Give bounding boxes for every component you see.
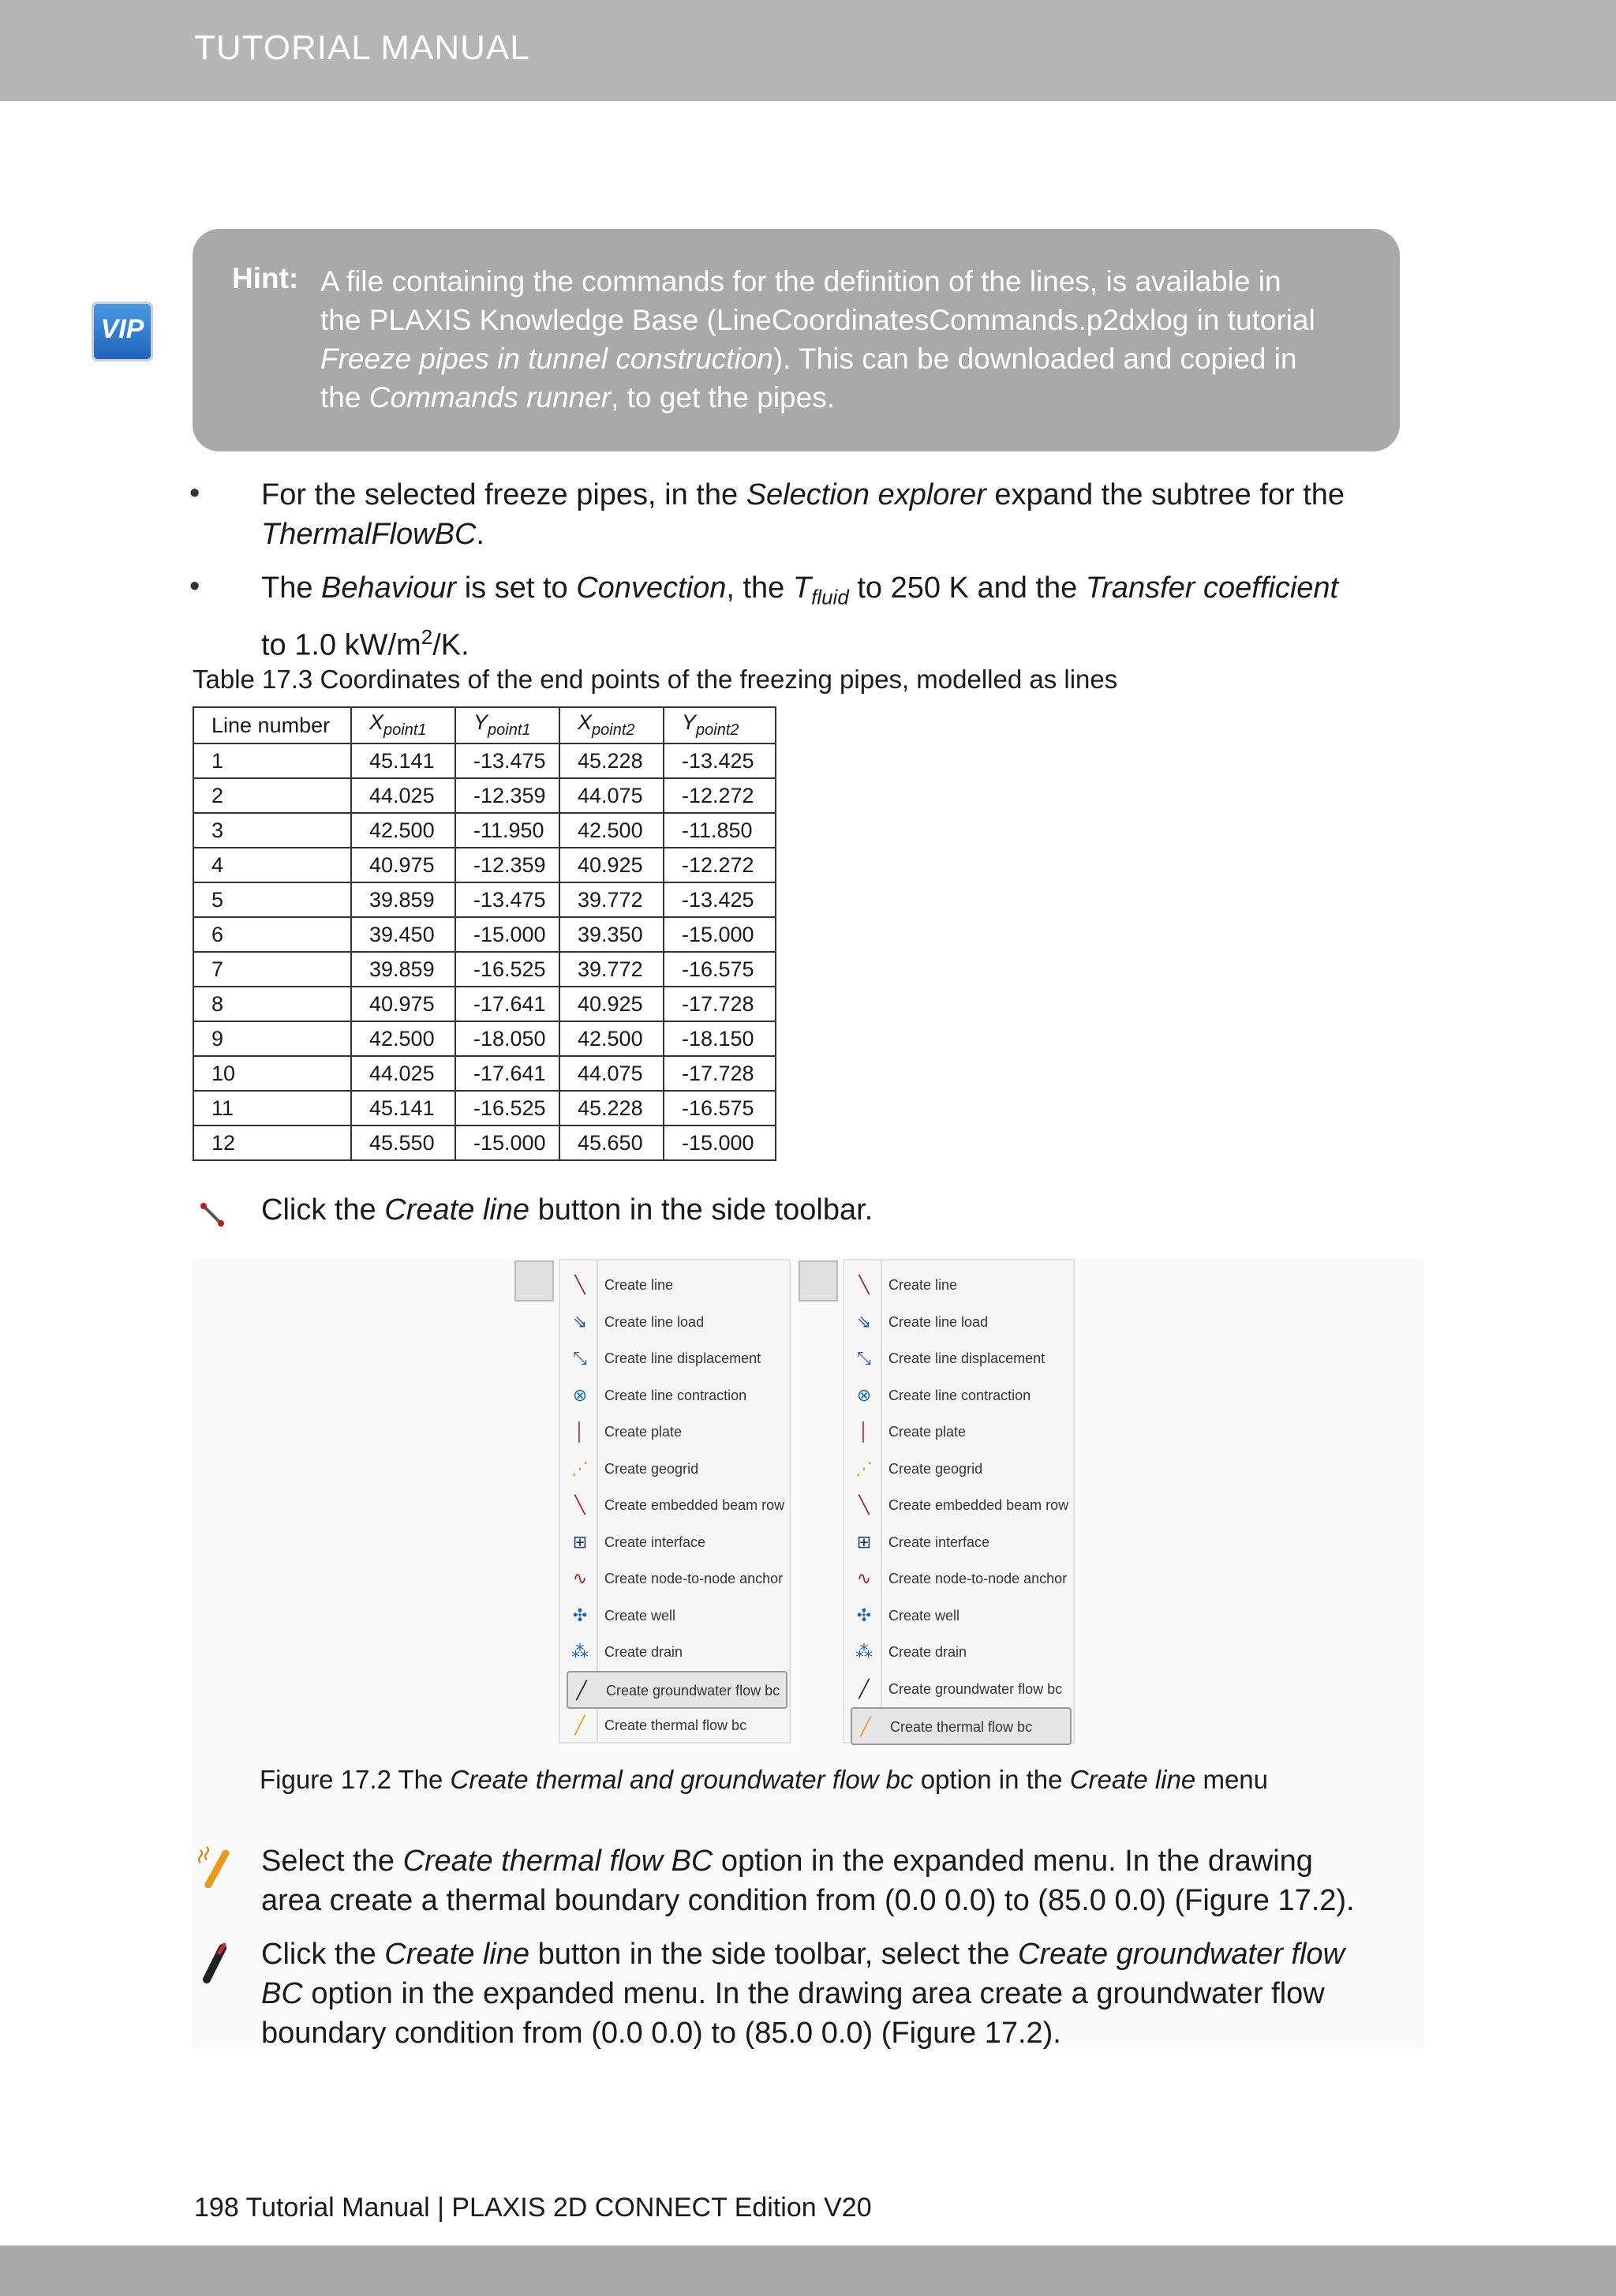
menu-item-label: Create line load xyxy=(888,1313,989,1330)
table-cell: 4 xyxy=(193,848,351,882)
menu-item[interactable] xyxy=(567,1671,787,1709)
table-cell: -12.272 xyxy=(664,778,776,813)
table-cell: -13.425 xyxy=(664,743,776,778)
col-ypoint2 xyxy=(664,707,776,743)
menu-item[interactable] xyxy=(851,1597,1068,1632)
text: option in the expanded menu. In the drawing area create a groundwater flow xyxy=(302,1977,1325,2010)
figure-caption xyxy=(260,1765,1268,1795)
superscript: 2 xyxy=(421,624,433,649)
table-cell: 42.500 xyxy=(351,1021,455,1056)
hint-line-3: ). This can be downloaded and copied in xyxy=(772,343,1297,375)
menu-item-label: Create node-to-node anchor xyxy=(888,1571,1068,1586)
header-text: Line number xyxy=(211,713,331,737)
menu-item[interactable] xyxy=(567,1524,784,1559)
menu-item-label: Create interface xyxy=(604,1534,706,1550)
hint-label: Hint: xyxy=(232,262,299,294)
vip-icon xyxy=(92,302,153,361)
table-cell: 45.228 xyxy=(559,1091,664,1126)
table-cell: 44.075 xyxy=(559,778,664,813)
interface-icon: ⊞ xyxy=(572,1531,588,1552)
col-xpoint2 xyxy=(559,707,664,743)
text: The xyxy=(261,571,322,605)
table-cell: 1 xyxy=(193,743,351,778)
table-cell: -18.050 xyxy=(455,1021,559,1056)
menu-item[interactable] xyxy=(567,1634,784,1669)
table-cell: 39.350 xyxy=(559,917,664,952)
text-italic: Create thermal flow BC xyxy=(402,1845,713,1878)
menu-item-label: Create thermal flow bc xyxy=(604,1717,747,1733)
text: , the xyxy=(726,571,793,605)
hint-line-1: A file containing the commands for the definition of the lines, is available in xyxy=(320,265,1281,298)
table-cell: 44.025 xyxy=(351,778,455,813)
hint-line-4: , to get the pipes. xyxy=(611,381,835,414)
table-cell: 39.772 xyxy=(559,952,664,987)
text: button in the side toolbar. xyxy=(529,1193,873,1227)
table-cell: -15.000 xyxy=(664,1126,776,1160)
table-row xyxy=(193,882,776,917)
menu-item-label: Create embedded beam row xyxy=(604,1497,785,1513)
menu-item[interactable] xyxy=(851,1560,1068,1595)
text-italic: Create groundwater flow xyxy=(1018,1938,1345,1971)
header-title: TUTORIAL MANUAL xyxy=(194,28,530,67)
col-xpoint1 xyxy=(351,707,455,743)
table-cell: 45.550 xyxy=(351,1126,455,1160)
text: option in the xyxy=(913,1765,1070,1794)
text: menu xyxy=(1195,1765,1268,1794)
header-sub: point1 xyxy=(383,721,427,739)
text-italic: BC xyxy=(261,1977,303,2010)
text-italic: Behaviour xyxy=(321,571,457,605)
text: expand the subtree for the xyxy=(986,478,1345,511)
menu-item-label: Create thermal flow bc xyxy=(890,1719,1033,1735)
table-row xyxy=(193,1056,776,1091)
interface-icon: ⊞ xyxy=(856,1531,872,1552)
text: For the selected freeze pipes, in the xyxy=(261,478,746,511)
create-line-icon xyxy=(199,1201,227,1230)
menu-item[interactable] xyxy=(567,1487,784,1522)
table-cell: -11.950 xyxy=(455,813,559,848)
menu-item-label: Create node-to-node anchor xyxy=(604,1571,784,1586)
step-thermal-flow xyxy=(261,1841,1397,1920)
text: option in the expanded menu. In the drawing xyxy=(713,1845,1313,1878)
line-load-icon: ⇘ xyxy=(856,1311,872,1332)
line-icon: ╲ xyxy=(574,1275,585,1294)
menu-item-label: Create interface xyxy=(888,1534,990,1550)
page-bottom-bar xyxy=(0,2245,1616,2296)
menu-item-label: Create drain xyxy=(888,1644,967,1660)
text: Figure 17.2 The xyxy=(260,1765,451,1794)
text-italic: Create thermal and groundwater flow bc xyxy=(450,1765,914,1794)
table-cell: -18.150 xyxy=(664,1021,776,1056)
table-row xyxy=(193,917,776,952)
vip-badge-text: VIP xyxy=(100,314,144,344)
table-cell: 39.859 xyxy=(351,952,455,987)
menu-item[interactable] xyxy=(567,1707,784,1742)
drain-icon: ⁂ xyxy=(571,1642,589,1661)
text-italic: Create line xyxy=(384,1938,530,1971)
menu-item[interactable] xyxy=(851,1707,1072,1745)
menu-item[interactable] xyxy=(567,1304,784,1339)
step-groundwater-flow xyxy=(261,1935,1397,2053)
menu-item-label: Create geogrid xyxy=(604,1460,699,1477)
table-cell: 39.450 xyxy=(351,917,455,952)
menu-item[interactable] xyxy=(851,1304,1068,1339)
table-cell: 5 xyxy=(193,882,351,917)
well-icon: ✣ xyxy=(572,1605,588,1625)
table-cell: 40.975 xyxy=(351,987,455,1021)
table-cell: 45.650 xyxy=(559,1126,664,1160)
embedded-beam-icon: ╲ xyxy=(574,1495,585,1515)
table-cell: -16.525 xyxy=(455,1091,559,1126)
table-cell: 6 xyxy=(193,917,351,952)
text: Select the xyxy=(261,1845,403,1878)
thermal-flow-icon: ╱ xyxy=(860,1717,871,1736)
table-cell: -17.641 xyxy=(455,1056,559,1091)
menu-item[interactable] xyxy=(567,1414,784,1448)
menu-item[interactable] xyxy=(567,1597,784,1632)
text-italic: Create line xyxy=(384,1193,530,1227)
t-symbol: T xyxy=(792,571,812,605)
text-italic: Transfer coefficient xyxy=(1085,571,1339,605)
table-cell: -17.728 xyxy=(664,987,776,1021)
table-cell: 45.141 xyxy=(351,743,455,778)
text-italic: Convection xyxy=(576,571,727,605)
table-cell: -16.525 xyxy=(455,952,559,987)
menu-item[interactable] xyxy=(567,1377,784,1412)
table-cell: -15.000 xyxy=(455,917,559,952)
table-cell: 42.500 xyxy=(559,813,664,848)
table-cell: -17.728 xyxy=(664,1056,776,1091)
menu-item-label: Create line contraction xyxy=(604,1387,747,1403)
menu-item[interactable] xyxy=(851,1634,1068,1669)
table-row xyxy=(193,1091,776,1126)
menu-item-label: Create line load xyxy=(604,1313,705,1330)
menu-item-label: Create groundwater flow bc xyxy=(888,1680,1063,1697)
line-contraction-icon: ⊗ xyxy=(856,1384,872,1405)
bullet-dot: • xyxy=(189,477,200,510)
coordinates-table xyxy=(193,706,776,1161)
table-cell: -17.641 xyxy=(455,987,559,1021)
text-italic: Selection explorer xyxy=(746,478,986,511)
groundwater-flow-icon: ╱ xyxy=(858,1678,870,1699)
header-symbol: X xyxy=(369,710,384,735)
groundwater-flow-icon: ╱ xyxy=(576,1680,587,1700)
table-cell: 42.500 xyxy=(559,1021,664,1056)
table-caption: Table 17.3 Coordinates of the end points of the freezing pipes, modelled as lines xyxy=(193,665,1118,694)
text: Click the xyxy=(261,1938,385,1971)
text-italic: Create line xyxy=(1069,1765,1196,1794)
table-cell: 42.500 xyxy=(351,813,455,848)
table-row xyxy=(193,952,776,987)
menu-item-label: Create plate xyxy=(888,1424,967,1440)
menu-item[interactable] xyxy=(851,1487,1068,1522)
text: /K. xyxy=(432,628,469,662)
well-icon: ✣ xyxy=(856,1605,872,1625)
menu-item[interactable] xyxy=(567,1560,784,1595)
anchor-icon: ∿ xyxy=(572,1568,588,1588)
table-cell: 11 xyxy=(193,1091,351,1126)
geogrid-icon: ⋰ xyxy=(571,1458,589,1478)
header-symbol: X xyxy=(578,710,593,735)
menu-item[interactable] xyxy=(567,1451,784,1485)
menu-item[interactable] xyxy=(851,1267,1068,1302)
table-cell: 9 xyxy=(193,1021,351,1056)
table-row xyxy=(193,743,776,778)
figure-background xyxy=(193,1259,1423,2048)
table-cell: 44.025 xyxy=(351,1056,455,1091)
table-cell: -15.000 xyxy=(455,1126,559,1160)
table-cell: 12 xyxy=(193,1126,351,1160)
menu-item-label: Create drain xyxy=(604,1644,683,1660)
hint-line-2: the PLAXIS Knowledge Base (LineCoordinatesCommands.p2dxlog in tutorial xyxy=(320,304,1315,336)
table-cell: 8 xyxy=(193,987,351,1021)
col-ypoint1 xyxy=(455,707,559,743)
text: to 250 K and the xyxy=(848,571,1086,605)
drain-icon: ⁂ xyxy=(855,1642,873,1661)
bullet-behaviour xyxy=(261,568,1390,665)
header-sub: point2 xyxy=(592,721,635,739)
groundwater-flow-icon xyxy=(199,1942,230,1984)
hint-line-4-italic: Commands runner xyxy=(368,381,612,414)
t-subscript: fluid xyxy=(811,585,849,609)
geogrid-icon: ⋰ xyxy=(855,1458,873,1478)
menu-item-label: Create embedded beam row xyxy=(888,1497,1069,1513)
page-header xyxy=(0,0,1616,101)
table-row xyxy=(193,1021,776,1056)
table-cell: -12.359 xyxy=(455,848,559,882)
text: to 1.0 kW/m xyxy=(261,628,421,662)
col-line-number xyxy=(193,707,351,743)
table-cell: -13.425 xyxy=(664,882,776,917)
create-line-menu-left xyxy=(559,1259,791,1744)
menu-item-label: Create line displacement xyxy=(604,1350,761,1366)
table-row xyxy=(193,848,776,882)
anchor-icon: ∿ xyxy=(856,1568,872,1588)
table-cell: 39.772 xyxy=(559,882,664,917)
menu-item-label: Create line xyxy=(604,1277,674,1293)
hint-line-3-italic: Freeze pipes in tunnel construction xyxy=(320,343,773,375)
menu-item-label: Create line contraction xyxy=(888,1387,1031,1403)
text-italic: ThermalFlowBC xyxy=(261,518,477,551)
menu-item[interactable] xyxy=(567,1267,784,1302)
table-cell: 7 xyxy=(193,952,351,987)
table-cell: -12.272 xyxy=(664,848,776,882)
header-sub: point1 xyxy=(488,721,531,739)
menu-item-label: Create well xyxy=(888,1607,960,1624)
menu-item-label: Create groundwater flow bc xyxy=(606,1682,780,1699)
table-row xyxy=(193,987,776,1021)
table-row xyxy=(193,813,776,848)
plate-icon: │ xyxy=(858,1421,870,1441)
text: . xyxy=(476,518,484,551)
menu-item-label: Create geogrid xyxy=(888,1460,983,1477)
table-row xyxy=(193,778,776,813)
menu-item[interactable] xyxy=(851,1377,1068,1412)
table-cell: 40.925 xyxy=(559,987,664,1021)
table-row xyxy=(193,1126,776,1160)
hint-box xyxy=(193,229,1400,451)
table-cell: -13.475 xyxy=(455,882,559,917)
menu-item-label: Create plate xyxy=(604,1424,683,1440)
menu-item[interactable] xyxy=(851,1524,1068,1559)
table-cell: -16.575 xyxy=(664,1091,776,1126)
header-sub: point2 xyxy=(696,721,739,739)
line-icon: ╲ xyxy=(858,1275,870,1294)
menu-item[interactable] xyxy=(851,1671,1068,1706)
table-cell: 45.228 xyxy=(559,743,664,778)
line-contraction-icon: ⊗ xyxy=(572,1384,588,1405)
thermal-flow-icon xyxy=(197,1845,232,1888)
create-line-toolbar-button[interactable] xyxy=(799,1260,838,1302)
table-cell: 39.859 xyxy=(351,882,455,917)
line-displacement-icon: ⤡ xyxy=(573,1348,587,1368)
text: boundary condition from (0.0 0.0) to (85.0 0.0) (Figure 17.2). xyxy=(261,2017,1061,2050)
table-cell: 40.925 xyxy=(559,848,664,882)
plate-icon: │ xyxy=(574,1421,585,1441)
table-header-row xyxy=(193,707,776,743)
table-cell: -13.475 xyxy=(455,743,559,778)
menu-item-label: Create line displacement xyxy=(888,1350,1046,1366)
table-cell: -16.575 xyxy=(664,952,776,987)
hint-line-4-pre: the xyxy=(320,381,369,414)
bullet-dot: • xyxy=(189,570,200,603)
thermal-flow-icon: ╱ xyxy=(574,1715,585,1735)
table-cell: 45.141 xyxy=(351,1091,455,1126)
step-create-line xyxy=(261,1190,873,1230)
table-cell: -15.000 xyxy=(664,917,776,952)
text: button in the side toolbar, select the xyxy=(529,1938,1019,1971)
table-cell: -11.850 xyxy=(664,813,776,848)
create-line-toolbar-button[interactable] xyxy=(514,1260,554,1302)
table-cell: 40.975 xyxy=(351,848,455,882)
menu-item-label: Create well xyxy=(604,1607,676,1624)
line-load-icon: ⇘ xyxy=(572,1311,588,1332)
menu-item[interactable] xyxy=(851,1340,1068,1375)
table-cell: 2 xyxy=(193,778,351,813)
text: is set to xyxy=(456,571,577,605)
page-footer: 198 Tutorial Manual | PLAXIS 2D CONNECT Edition V20 xyxy=(194,2193,872,2223)
header-symbol: Y xyxy=(473,710,488,735)
bullet-selection-explorer xyxy=(261,475,1390,554)
header-symbol: Y xyxy=(682,710,697,735)
table-cell: 10 xyxy=(193,1056,351,1091)
table-cell: -12.359 xyxy=(455,778,559,813)
menu-item[interactable] xyxy=(851,1451,1068,1485)
table-cell: 44.075 xyxy=(559,1056,664,1091)
menu-item[interactable] xyxy=(851,1414,1068,1448)
menu-item-label: Create line xyxy=(888,1277,958,1293)
text: Click the xyxy=(261,1193,385,1227)
hint-text xyxy=(320,262,1370,417)
create-line-menu-right xyxy=(843,1259,1075,1744)
line-displacement-icon: ⤡ xyxy=(857,1348,871,1368)
menu-item[interactable] xyxy=(567,1340,784,1375)
embedded-beam-icon: ╲ xyxy=(858,1495,870,1515)
table-cell: 3 xyxy=(193,813,351,848)
text: area create a thermal boundary condition from (0.0 0.0) to (85.0 0.0) (Figure 17.2). xyxy=(261,1884,1355,1917)
